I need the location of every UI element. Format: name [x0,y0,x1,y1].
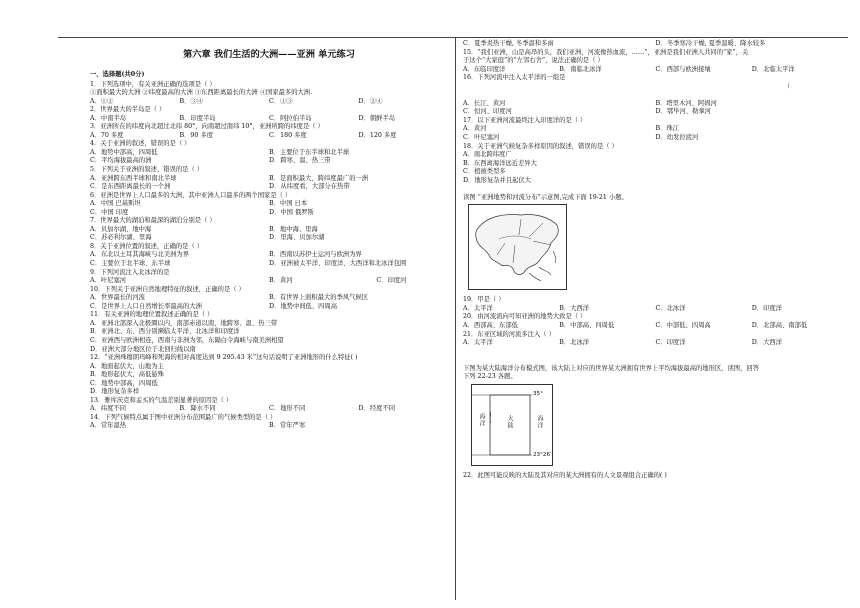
question-stem: 19．甲是（ ） [463,296,505,304]
answer-options [90,209,448,218]
text-line: A．南北跨纬度广 [463,151,512,159]
question-stem: 6．亚洲是世界上人口最多的大洲，其中亚洲人口最多的两个国家是（ ） [90,191,292,199]
top-rule [58,37,848,38]
answer-option: D．鄂毕河、勒拿河 [655,108,711,116]
right-question-list-bottom [463,472,848,481]
answer-option: B．珠江 [655,125,680,133]
answer-options [90,260,448,269]
question-stem: 20．由河流流向可知亚洲的地势大致是（ ） [463,313,587,321]
answer-options [90,98,448,107]
answer-option: B．地中海、里海 [269,225,318,233]
question-stem: 4．关于亚洲的叙述，错误的是（ ） [90,140,191,148]
answer-option: C．①③ [269,97,293,105]
text-line: 于这个“大家庭”的“左邻右舍”，说法正确的是（ ） [463,57,604,65]
answer-option: D．朝鲜半岛 [358,114,396,122]
answer-option: A．①② [90,97,114,105]
answer-option: A．贝加尔湖、地中海 [90,225,152,233]
question-stem: 5．下列关于亚洲的叙述，错误的是（ ） [90,166,204,174]
answer-option: D．②④ [358,97,383,105]
answer-option: C．印度河 [376,277,407,285]
question-stem: 7．世界最大的湖泊和最深的湖泊分别是（ ） [90,217,216,225]
answer-options [90,277,448,286]
answer-option: B．常年严寒 [269,422,306,430]
question-stem: 16．下列河流中注入太平洋的一组是 [463,74,566,82]
map2-intro-line-1: 下图为某大陆海洋分布模式图，该大陆上对应的世界某大洲拥有世界上平均海拔最高的地形区，读图，回答 [463,364,759,372]
answer-option: D．印度洋 [751,304,782,312]
answer-option: D．冬季寒冷干燥, 夏季温暖、降水较多 [655,40,766,47]
answer-option: C．阿拉伯半岛 [269,114,312,122]
text-line: B．地形起伏大，高低悬殊 [90,371,164,379]
answer-options [90,294,448,303]
answer-option: A．纬度不同 [90,405,127,413]
continent-label: 大陆 [506,414,513,429]
map2-intro-line-2: 下列 22-23 各题。 [463,373,517,381]
text-line: B．亚洲北、东、西分别濒临太平洋、北冰洋和印度洋 [90,328,240,336]
answer-options [90,200,448,209]
right-ocean-label: 海洋 [536,414,543,429]
text-line: D．亚洲大部分地区位于北回归线以南 [90,345,196,353]
answer-options [90,251,448,260]
answer-option: A．70 多度 [90,131,124,139]
column-divider [455,37,456,600]
answer-option: B．塔里木河、阿姆河 [655,99,717,107]
answer-option: D．北部高、南部低 [751,322,808,330]
text-line: C．地势中部高，四周低 [90,379,158,387]
left-ocean-label: 海洋 [478,412,485,427]
answer-option: A．东临印度洋 [463,65,506,73]
answer-option: D．地势中间低、四周高 [269,302,338,310]
answer-options [90,157,448,166]
answer-option: D．里海、贝加尔湖 [269,234,325,242]
answer-option: D．从纬度看，大部分在热带 [269,183,350,191]
answer-option: B．南临北冰洋 [559,65,602,73]
answer-option: A．西部高、东部低 [463,322,518,330]
answer-option: A．长江、黄河 [463,99,506,107]
question-stem: 9．下列河流注入北冰洋的是 [90,268,170,276]
answer-option: C．叶尼塞河 [463,134,500,142]
latitude-35-label: 35° [533,390,543,397]
answer-options [463,40,848,49]
question-stem: 12．“亚洲珠穆朗玛峰和死海的相对高度达到 9 295.43 米”这句话说明了亚洲地形的什么特征( ) [90,354,358,362]
answer-option: A．太平洋 [463,304,493,312]
section-heading: 一、选择题(共0分) [90,71,145,78]
text-line: A．地面起伏大，山地为主 [90,362,164,370]
answer-options [463,66,848,75]
answer-option: B．印度半岛 [179,114,216,122]
answer-option: C．西部与欧洲接壤 [655,65,711,73]
answer-option: B．中部高、四周低 [559,322,615,330]
answer-option: C．主要位于北半球、东半球 [90,260,171,268]
text-line: B．东西离海洋远近差异大 [463,159,537,167]
answer-option: B．中国 日本 [269,200,308,208]
asia-terrain-river-map [468,204,567,290]
answer-option: B．是面积最大、跨纬度最广的一洲 [269,174,369,182]
answer-option: A．世界最长的河流 [90,294,145,302]
right-question-list-mid [463,296,848,347]
answer-option: A．地势中部高，四周低 [90,148,158,156]
answer-option: D．幼发拉底河 [655,134,699,142]
answer-option: D．中国 俄罗斯 [269,208,314,216]
question-stem: 2．世界最大的半岛是（ ） [90,106,166,114]
answer-option: A．常年湿热 [90,422,127,430]
answer-option: C．是世界上人口自然增长率最高的大洲 [90,302,202,310]
answer-option: A．亚洲跨东西半球和南北半球 [90,174,177,182]
continent-ocean-pattern-map [471,384,553,466]
answer-option: B．有世界上面积最大的季风气候区 [269,294,369,302]
question-stem: 14．下列气候特点属于图中亚洲分布范围最广的气候类型的是（ ） [90,413,277,421]
answer-options [90,234,448,243]
answer-option: B．主要位于东半球和北半球 [269,148,350,156]
answer-options [463,125,848,134]
text-line: D．地形复杂多样 [90,388,140,396]
answer-option: D．经度不同 [358,405,396,413]
latitude-tropic-label: 23°26′ [533,451,552,458]
right-column [463,40,848,480]
text-line: A．亚洲北部深入北极圈以内，南部赤道以南，地跨寒、温、热三带 [90,319,278,327]
answer-option: D．亚洲被太平洋、印度洋、大西洋和北冰洋包围 [269,260,407,268]
answer-option: B．西南以苏伊士运河与欧洲为界 [269,251,362,259]
question-stem: 13．雅库茨克和孟买的气温差别显著的原因是（ ） [90,396,233,404]
left-column [90,40,448,431]
question-stem: 17．以下亚洲河流最终注入印度洋的是（ ） [463,116,587,124]
answer-options [463,108,848,117]
answer-option: C．苏必利尔湖、里海 [90,234,152,242]
answer-options [90,115,448,124]
question-stem: 21．东亚区域的河流多注入（ ） [463,330,555,338]
question-stem: 11．有关亚洲的地理位置叙述正确的是（ ） [90,311,214,319]
answer-option: C．印度洋 [655,339,686,347]
answer-option: B．黄河 [269,277,293,285]
answer-option: D．北临太平洋 [751,65,795,73]
answer-option: D．跨寒、温、热三带 [269,157,331,165]
question-stem: 18．关于亚洲气候复杂多样原因的叙述，错误的是（ ） [463,142,618,150]
answer-options [463,339,848,348]
answer-options [90,183,448,192]
answer-option: C．恒河、印度河 [463,108,512,116]
answer-option: B．③④ [179,97,204,105]
answer-option: C．180 多度 [269,131,307,139]
question-stem: 3．亚洲所在的纬度向北超过北纬 80°，向南超过南纬 10°，亚洲所跨的纬度是（ ） [90,123,324,131]
question-stem: 10．下列关于亚洲自然地理特征的叙述，正确的是（ ） [90,285,245,293]
answer-options [90,405,448,414]
answer-option: B．北冰洋 [559,339,590,347]
text-line: D．地形复杂并且起伏大 [463,176,532,184]
answer-option: A．黄河 [463,125,487,133]
answer-option: A．中南半岛 [90,114,127,122]
answer-option: A．中国 巴基斯坦 [90,200,141,208]
answer-option: C．中部低、四周高 [655,322,711,330]
answer-option: C．夏季炎热干燥, 冬季温和多雨 [463,40,554,47]
answer-option: D．120 多度 [358,131,397,139]
answer-option: A．太平洋 [463,339,493,347]
left-question-list [90,81,448,431]
answer-option: D．大西洋 [751,339,782,347]
answer-option: C．地形不同 [269,405,306,413]
page-title: 第六章 我们生活的大洲——亚洲 单元练习 [183,49,355,60]
asia-map-graphic [469,205,566,289]
answer-option: A．东北以土耳其海峡与北美洲为界 [90,251,190,259]
question-stem: 1．下列选项中，有关亚洲正确的选项是（ ） [90,80,216,88]
answer-options [463,322,848,331]
answer-option: A．叶尼塞河 [90,277,127,285]
question-stem: 8．关于亚洲位置的叙述，正确的是（ ） [90,242,204,250]
answer-paren: （ [783,82,790,90]
answer-options [90,422,448,431]
answer-options [463,134,848,143]
text-line: ①面积最大的大洲 ②纬度最高的大洲 ③东西距离最长的大洲 ④国家最多的大洲. [90,89,313,97]
answer-option: B．90 多度 [179,131,214,139]
answer-option: C．中国 印度 [90,208,129,216]
text-line: C．植被类型多 [463,168,506,176]
answer-option: B．降水不同 [179,405,216,413]
answer-option: C．平均海拔最高的洲 [90,157,152,165]
question-stem: 22．此图可能反映的大陆及其对应的某大洲拥有的人文景观组合正确的( ) [463,471,667,479]
answer-option: B．大西洋 [559,304,590,312]
spacer [463,91,848,100]
text-line: C．亚洲西与欧洲相连，西南与非洲为邻，东隔白令海峡与南美洲相望 [90,336,284,344]
answer-option: C．是东西距离最长的一个洲 [90,183,171,191]
answer-options [90,175,448,184]
question-stem: 15．“我们亚洲，山是高昂的头，我们亚洲，河流像热血流，……”，亚洲是我们亚洲人共同的“家”，关 [463,48,749,56]
map1-intro: 读图 “亚洲地势和河流分布”示意图,完成下面 19-21 小题。 [463,193,628,201]
answer-option: C．北冰洋 [655,304,686,312]
right-question-list-top [463,40,848,185]
